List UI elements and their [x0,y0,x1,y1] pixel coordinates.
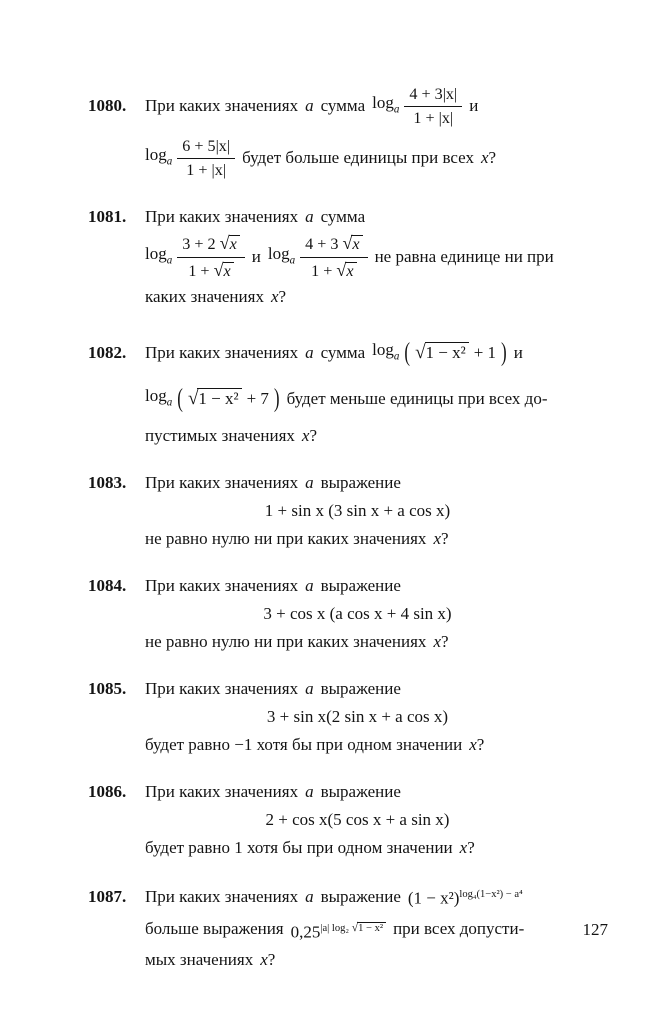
problem-1080-line-1 [88,80,570,132]
var-x: x [270,287,279,306]
formula: 1 + sin x (3 sin x + a cos x) [264,501,451,520]
var-x: x [469,735,477,754]
log-base-a: a [393,350,400,363]
question-x [433,525,448,553]
sqrt-symbol: √ [219,232,230,253]
problem-1085-formula-line [145,703,570,731]
problem-1084-line-3 [145,628,570,656]
log-base-a: a [166,396,173,409]
var-x: x [480,148,489,167]
problem-text: выражение [320,473,401,492]
question-x [460,834,475,862]
conjunction-and: и [469,96,479,115]
radicand-x: x [351,235,362,253]
problem-1084-line-1 [88,572,570,600]
radicand: 1 − x² [357,922,386,934]
problem-1082-line-3 [145,422,570,450]
log-word: log [372,339,394,359]
question-mark: ? [309,426,317,445]
sqrt-x [219,232,240,253]
problem-text: больше выражения [145,919,284,939]
problem-1081-line-1 [88,203,570,231]
denominator-text: 1 + [188,262,210,280]
problem-text: каких значениях [145,287,264,306]
plus-term: + 7 [246,388,269,408]
fraction-denominator: 1 + |x| [186,161,227,179]
problem-1083-line-1 [88,469,570,497]
problem-number: 1087. [88,886,127,906]
problem-text: выражение [320,886,401,906]
problem-text: При каких значениях [145,782,299,801]
log-expression [145,232,245,282]
log-word: log [145,385,167,405]
problem-1082 [88,330,570,450]
problem-text: При каких значениях [145,343,299,362]
problem-1082-line-2 [145,376,570,422]
page-number: 127 [582,920,608,939]
sqrt-x [342,232,362,253]
question-x [302,422,317,450]
log-symbol [145,141,172,175]
problem-1087-line-2 [145,913,570,947]
question-mark: ? [467,838,475,857]
sqrt-expression [188,385,242,413]
numerator-text: 3 + 2 [182,235,216,253]
problem-1086-formula-line [145,806,570,834]
log-symbol [372,336,399,370]
left-paren: ( [177,383,183,413]
problem-number: 1081. [88,207,127,226]
var-a: a [305,886,314,906]
var-a: a [305,473,314,492]
formula: 3 + sin x(2 sin x + a cos x) [266,707,449,726]
problem-text: выражение [320,679,401,698]
exponent-text: |a| log₂ [320,922,350,934]
radicand-x: x [345,262,356,280]
conjunction-and: и [251,247,261,266]
question-x [469,731,484,759]
problem-1080 [88,80,570,184]
power-exponent [320,919,386,934]
fraction [300,232,367,282]
problem-number: 1086. [88,782,127,801]
sqrt-symbol: √ [342,232,353,253]
problem-1087-line-3 [145,946,570,974]
fraction [177,136,235,181]
problem-text: при всех допусти- [393,919,525,939]
log-word: log [372,92,394,112]
question-mark: ? [476,735,485,754]
question-mark: ? [267,950,276,970]
problem-text: будет больше единицы при всех [242,148,474,167]
problem-number: 1085. [88,679,127,698]
sqrt-x [213,259,234,280]
problem-1084-formula-line [145,600,570,628]
sqrt-expression [351,919,386,934]
log-symbol [145,382,172,416]
problem-1085-line-1 [88,675,570,703]
var-x: x [433,632,441,651]
log-expression [372,336,507,370]
formula: 3 + cos x (a cos x + 4 sin x) [263,604,452,623]
problem-text: При каких значениях [145,886,299,906]
problem-number: 1084. [88,576,127,595]
log-symbol [145,240,172,274]
problem-1083-formula-line [145,497,570,525]
fraction-numerator [177,232,244,258]
problem-text: При каких значениях [145,473,299,492]
problem-1087 [88,881,570,974]
problem-text: пустимых значениях [145,426,295,445]
power-base: (1 − x²) [407,888,460,908]
problem-1085-line-3 [145,731,570,759]
sqrt-symbol: √ [213,259,224,280]
problem-1082-line-1 [88,330,570,376]
question-x [433,628,448,656]
fraction-numerator [300,232,367,258]
power-expression [291,913,386,947]
question-mark: ? [278,287,287,306]
fraction [404,84,462,129]
fraction-numerator: 6 + 5|x| [177,136,235,159]
problem-1086 [88,778,570,862]
problem-1080-line-2 [145,132,570,184]
fraction [177,232,244,282]
problem-number: 1083. [88,473,127,492]
log-base-a: a [166,254,173,267]
problem-number: 1082. [88,343,127,362]
var-x: x [260,950,268,970]
problem-1086-line-1 [88,778,570,806]
question-mark: ? [488,148,497,167]
log-base-a: a [166,155,173,168]
var-x: x [433,529,441,548]
denominator-text: 1 + [311,262,333,280]
var-a: a [305,576,314,595]
problem-text: будет меньше единицы при всех до- [286,389,548,408]
radicand: 1 − x² [197,388,241,408]
formula: 2 + cos x(5 cos x + a sin x) [265,810,450,829]
sqrt-expression [415,339,469,367]
problem-text: будет равно −1 хотя бы при одном значении [145,735,463,754]
problem-text: сумма [320,96,366,115]
log-base-a: a [393,103,400,116]
sqrt-symbol: √ [415,341,426,363]
var-a: a [305,782,314,801]
sqrt-symbol: √ [351,919,359,934]
numerator-text: 4 + 3 [305,235,339,253]
problem-text: не равно нулю ни при каких значениях [145,529,427,548]
problem-text: При каких значениях [145,679,299,698]
question-x [271,283,286,311]
problem-1083 [88,469,570,553]
radicand-x: x [229,235,240,253]
problem-1085 [88,675,570,759]
question-x [260,946,275,974]
right-paren: ) [501,337,507,367]
log-expression [145,136,235,181]
fraction-denominator [183,258,238,283]
fraction-numerator: 4 + 3|x| [404,84,462,107]
left-paren: ( [404,337,411,367]
var-a: a [305,343,314,362]
problem-1081 [88,203,570,311]
problem-text: не равна единице ни при [374,247,554,266]
log-expression [145,382,280,416]
question-mark: ? [440,632,449,651]
problem-1083-line-3 [145,525,570,553]
power-base: 0,25 [290,922,321,942]
problem-text: выражение [320,576,401,595]
radicand: 1 − x² [425,342,469,362]
problem-text: не равно нулю ни при каких значениях [145,632,427,651]
fraction-denominator: 1 + |x| [413,109,454,127]
problem-text: мых значениях [145,950,254,970]
conjunction-and: и [513,343,523,362]
problem-text: сумма [320,207,366,226]
log-symbol [372,89,399,123]
problem-text: При каких значениях [145,207,299,226]
log-word: log [145,243,167,263]
sqrt-symbol: √ [187,387,199,409]
problem-text: выражение [320,782,401,801]
question-x [481,144,496,172]
log-symbol [268,240,295,274]
log-expression [372,84,462,129]
var-a: a [305,679,314,698]
fraction-denominator [306,258,361,283]
problem-1081-line-3 [145,283,570,311]
log-expression [268,232,368,282]
right-paren: ) [273,383,280,413]
problem-1087-line-1 [88,881,570,913]
power-expression [408,881,523,913]
problem-1084 [88,572,570,656]
plus-term: + 1 [473,342,497,362]
radicand-x: x [223,262,234,280]
problem-text: При каких значениях [145,96,299,115]
log-word: log [267,243,290,263]
log-base-a: a [289,254,296,267]
sqrt-symbol: √ [336,259,347,280]
log-word: log [145,144,167,164]
problem-text: При каких значениях [145,576,299,595]
sqrt-x [336,259,356,280]
var-x: x [301,426,310,445]
power-exponent: log₄(1−x²) − a⁴ [459,889,523,900]
var-x: x [459,838,468,857]
problem-text: сумма [320,343,366,362]
var-a: a [305,207,314,226]
question-mark: ? [440,529,449,548]
problem-1086-line-3 [145,834,570,862]
problem-text: будет равно 1 хотя бы при одном значении [145,838,453,857]
problem-1081-line-2 [145,231,570,283]
problem-number: 1080. [88,96,127,115]
var-a: a [305,96,314,115]
